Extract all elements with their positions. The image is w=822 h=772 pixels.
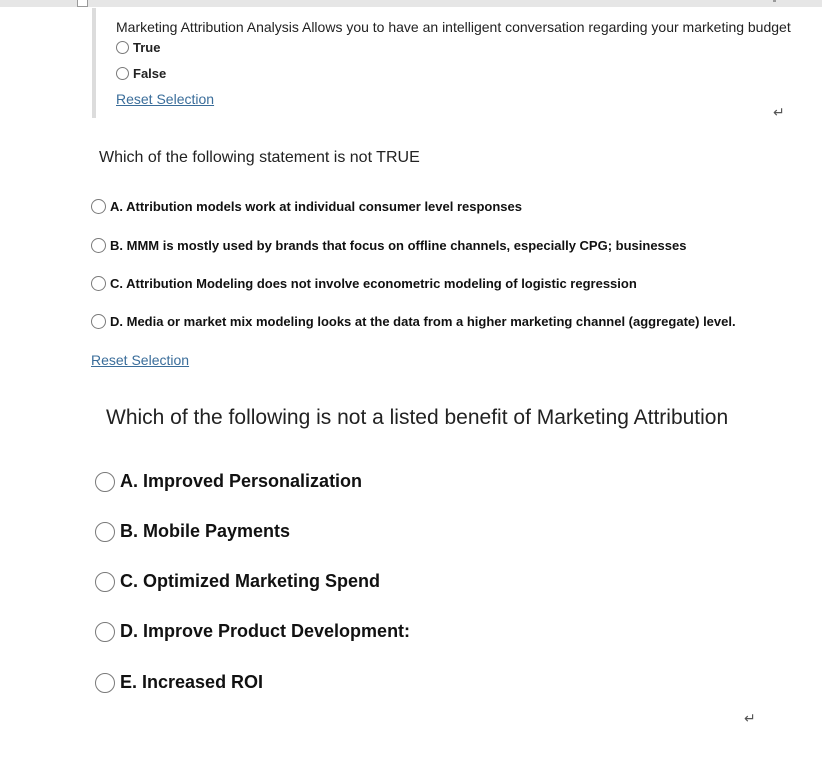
- crop-mark-icon: [77, 0, 88, 7]
- option-label: A. Attribution models work at individual consumer level responses: [110, 199, 522, 214]
- question1-text: Marketing Attribution Analysis Allows you to have an intelligent conversation regarding your marketing budget: [116, 19, 791, 35]
- question3-title: Which of the following is not a listed benefit of Marketing Attribution: [106, 406, 729, 429]
- option-label: D. Media or market mix modeling looks at the data from a higher marketing channel (aggregate) level.: [110, 314, 736, 329]
- option-label: False: [133, 66, 167, 81]
- question3-option-c[interactable]: [95, 571, 380, 592]
- option-label: A. Improved Personalization: [120, 471, 363, 491]
- radio-button[interactable]: [116, 67, 129, 80]
- question3-option-b[interactable]: [95, 521, 290, 542]
- question2-option-b[interactable]: [91, 238, 686, 253]
- option-label: True: [133, 40, 161, 55]
- question3-option-a[interactable]: [95, 471, 362, 492]
- option-label: D. Improve Product Development:: [120, 621, 411, 641]
- question2-option-c[interactable]: [91, 276, 637, 291]
- question1-option-true[interactable]: [116, 40, 160, 55]
- radio-button[interactable]: [91, 238, 106, 253]
- radio-button[interactable]: [95, 572, 115, 592]
- question2-reset-link[interactable]: Reset Selection: [91, 352, 190, 368]
- question3-option-d[interactable]: [95, 621, 410, 642]
- top-scroll-edge: [0, 0, 822, 7]
- radio-button[interactable]: [95, 472, 115, 492]
- radio-button[interactable]: [91, 314, 106, 329]
- question2-option-a[interactable]: [91, 199, 522, 214]
- radio-button[interactable]: [116, 41, 129, 54]
- option-label: C. Attribution Modeling does not involve econometric modeling of logistic regression: [110, 276, 637, 291]
- radio-button[interactable]: [95, 522, 115, 542]
- question2-title: Which of the following statement is not TRUE: [99, 149, 420, 166]
- return-icon: ↵: [773, 104, 785, 120]
- option-label: B. MMM is mostly used by brands that focus on offline channels, especially CPG; businesses: [110, 238, 687, 253]
- question1-option-false[interactable]: [116, 66, 166, 81]
- question3-option-e[interactable]: [95, 672, 263, 693]
- question2-option-d[interactable]: [91, 314, 736, 329]
- option-label: C. Optimized Marketing Spend: [120, 571, 381, 591]
- crop-mark-right-icon: [773, 0, 776, 2]
- question1-reset-link[interactable]: Reset Selection: [116, 91, 215, 107]
- radio-button[interactable]: [95, 673, 115, 693]
- return-icon: ↵: [744, 710, 756, 726]
- radio-button[interactable]: [95, 622, 115, 642]
- option-label: E. Increased ROI: [120, 672, 264, 692]
- radio-button[interactable]: [91, 276, 106, 291]
- radio-button[interactable]: [91, 199, 106, 214]
- option-label: B. Mobile Payments: [120, 521, 291, 541]
